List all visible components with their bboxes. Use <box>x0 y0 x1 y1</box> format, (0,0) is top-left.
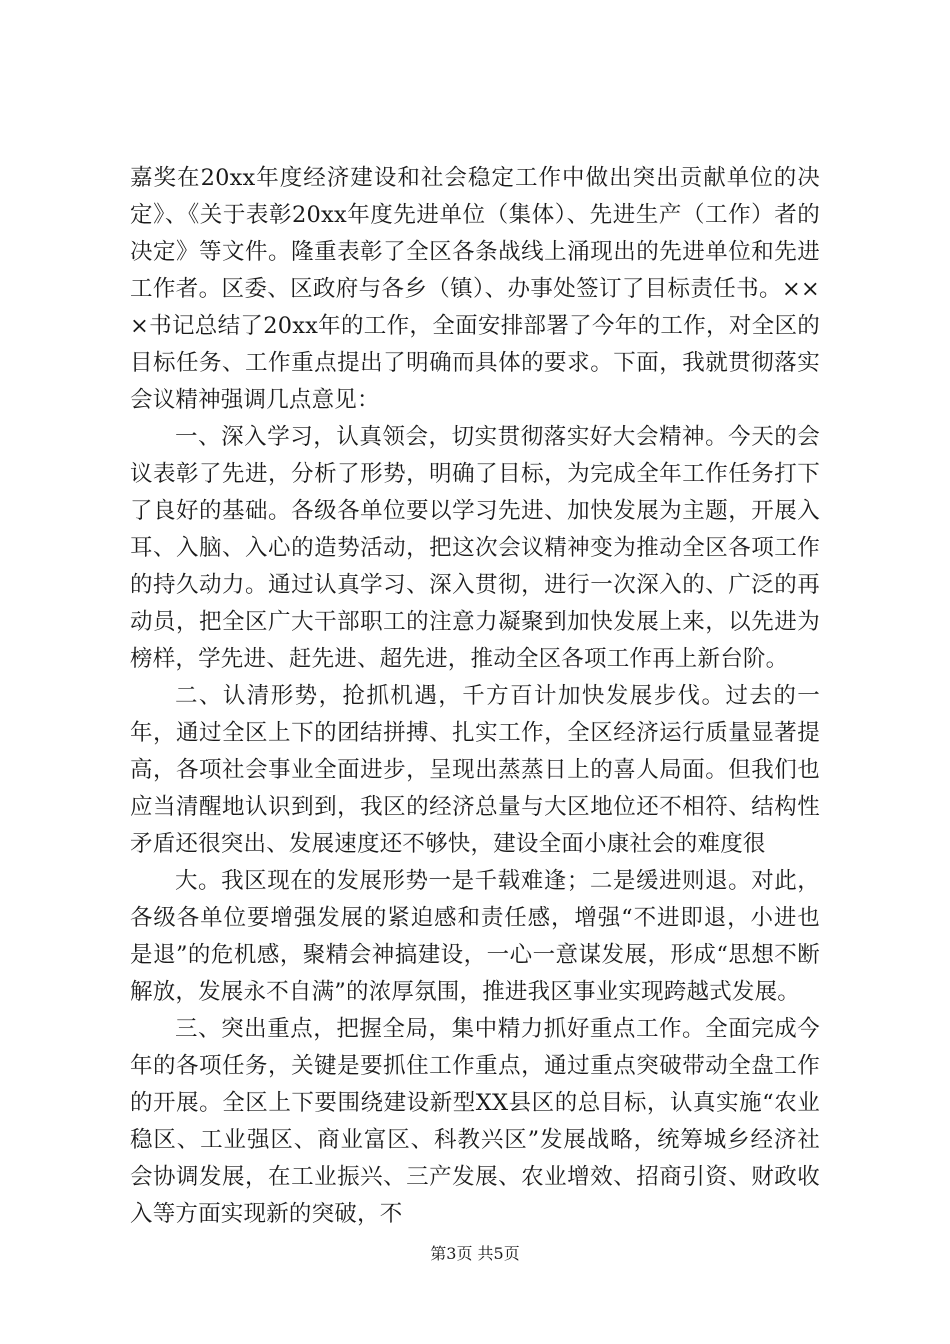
paragraph: 一、深入学习，认真领会，切实贯彻落实好大会精神。今天的会议表彰了先进，分析了形势，明确了目标，为完成全年工作任务打下了良好的基础。各级各单位要以学习先进、加快发展为主题，开展入耳、入脑、入心的造势活动，把这次会议精神变为推动全区各项工作的持久动力。通过认真学习、深入贯彻，进行一次深入的、广泛的再动员，把全区广大干部职工的注意力凝聚到加快发展上来，以先进为榜样，学先进、赶先进、超先进，推动全区各项工作再上新台阶。 <box>130 424 820 672</box>
page-number-footer: 第3页 共5页 <box>430 1244 520 1263</box>
paragraph: 大。我区现在的发展形势一是千载难逢；二是缓进则退。对此，各级各单位要增强发展的紧迫感和责任感，增强“不进即退，小进也是退”的危机感，聚精会神搞建设，一心一意谋发展，形成“思想不断解放，发展永不自满”的浓厚氛围，推进我区事业实现跨越式发展。 <box>130 868 820 1005</box>
document-body <box>130 160 820 1233</box>
paragraph: 三、突出重点，把握全局，集中精力抓好重点工作。全面完成今年的各项任务，关键是要抓住工作重点，通过重点突破带动全盘工作的开展。全区上下要围绕建设新型XX县区的总目标，认真实施“农业稳区、工业强区、商业富区、科教兴区”发展战略，统筹城乡经济社会协调发展，在工业振兴、三产发展、农业增效、招商引资、财政收入等方面实现新的突破，不 <box>130 1016 820 1227</box>
paragraph: 嘉奖在20xx年度经济建设和社会稳定工作中做出突出贡献单位的决定》、《关于表彰20xx年度先进单位（集体）、先进生产（工作）者的决定》等文件。隆重表彰了全区各条战线上涌现出的先进单位和先进工作者。区委、区政府与各乡（镇）、办事处签订了目标责任书。×××书记总结了20xx年的工作，全面安排部署了今年的工作，对全区的目标任务、工作重点提出了明确而具体的要求。下面，我就贯彻落实会议精神强调几点意见： <box>130 165 820 413</box>
paragraph: 二、认清形势，抢抓机遇，千方百计加快发展步伐。过去的一年，通过全区上下的团结拼搏、扎实工作，全区经济运行质量显著提高，各项社会事业全面进步，呈现出蒸蒸日上的喜人局面。但我们也应当清醒地认识到到，我区的经济总量与大区地位还不相符、结构性矛盾还很突出、发展速度还不够快，建设全面小康社会的难度很 <box>130 683 820 857</box>
